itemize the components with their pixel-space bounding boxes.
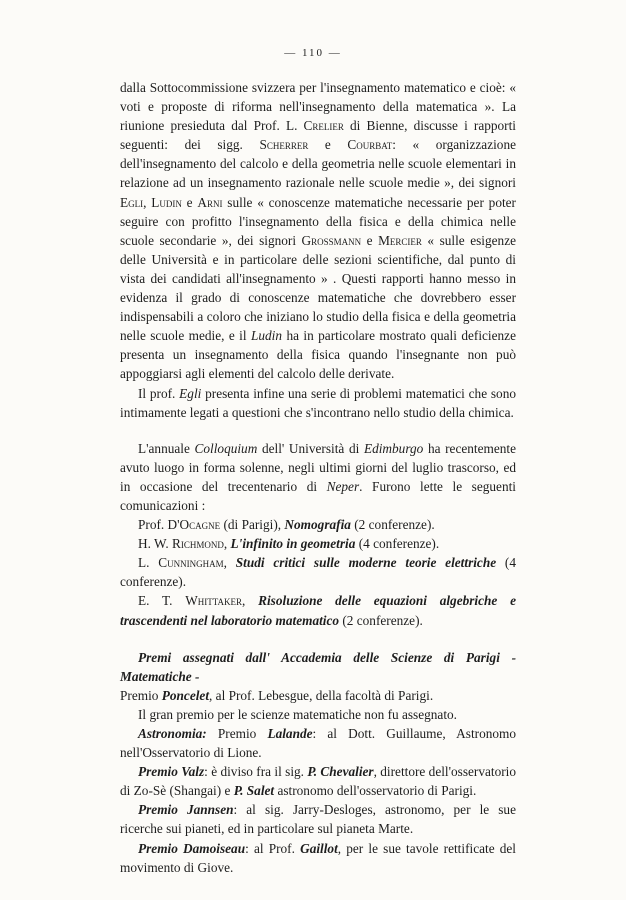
- paragraph-colloquium: [120, 439, 516, 515]
- name-egli-italic: Egli: [179, 385, 202, 401]
- text-run: : « organizzazione dell'insegnamento del calcolo e della geometria nelle scuole elementari in relazione ad un insegnamento razionale nelle scuole medie », dei signori: [120, 137, 516, 191]
- text-run: , per le sue tavole rettificate del movimento di Giove.: [120, 840, 516, 875]
- text-run: astronomo dell'osservatorio di Parigi.: [274, 783, 477, 799]
- section-gap: [120, 422, 516, 439]
- speaker-name: Ocagne: [179, 517, 221, 533]
- text-run: (2 conferenze).: [339, 612, 423, 628]
- name-neper: Neper: [326, 478, 360, 494]
- text-run: Il gran premio per le scienze matematiche non fu assegnato.: [138, 706, 457, 722]
- gran-premio-note: [120, 705, 516, 724]
- text-run: ha recentemente avuto luogo in forma solenne, negli ultimi giorni del luglio trascorso, ed in occasione del trecentenario di: [120, 440, 516, 494]
- section-gap: [120, 630, 516, 648]
- text-run: e: [361, 232, 379, 248]
- prize-name: Lalande: [267, 726, 313, 741]
- text-run: ,: [223, 536, 231, 552]
- talk-title: Studi critici sulle moderne teorie elettriche: [235, 555, 497, 571]
- place-edimburgo: Edimburgo: [363, 440, 424, 456]
- talk-item: [120, 553, 516, 591]
- paragraph-swiss-subcommission: [120, 78, 516, 384]
- name-mercier: Mercier: [378, 232, 422, 248]
- prize-poncelet: [120, 686, 516, 705]
- name-grossmann: Grossmann: [301, 232, 362, 248]
- text-run: : al sig. Jarry-Desloges, astronomo, per le sue ricerche sui pianeti, ed in particolare sul pianeta Marte.: [120, 802, 516, 837]
- text-run: e: [181, 194, 198, 210]
- text-run: , al Prof. Lebesgue, della facoltà di Parigi.: [209, 687, 434, 703]
- text-run: e: [308, 137, 348, 153]
- person-name: P. Chevalier: [307, 764, 374, 780]
- name-courbat: Courbat: [347, 137, 393, 153]
- prize-janssen: [120, 800, 516, 838]
- body-text: [120, 78, 516, 877]
- text-run: L'annuale: [138, 440, 195, 456]
- text-run: ,: [143, 194, 152, 210]
- text-run: E. T.: [138, 593, 186, 609]
- section-label-astronomia: Astronomia:: [138, 726, 207, 741]
- prize-name: Premio Jannsen: [138, 802, 234, 818]
- text-run: (4 conferenze).: [120, 555, 517, 590]
- name-egli: Egli: [120, 194, 144, 210]
- text-run: ,: [242, 593, 259, 609]
- text-run: ha in particolare mostrato quali deficienze presenta un insegnamento della fisica quando l'insegnante non può appoggiarsi agli elementi del calcolo delle derivate.: [120, 328, 516, 382]
- text-run: Prof. D': [138, 517, 180, 533]
- text-run: , direttore dell'osservatorio di Zo-Sè (Shangai) e: [120, 764, 516, 799]
- speaker-name: Richmond: [172, 536, 224, 552]
- text-run: presenta infine una serie di problemi matematici che sono intimamente legati a questioni che s'incontrano nello studio della chimica.: [120, 385, 516, 420]
- person-name: Gaillot: [300, 840, 338, 856]
- talk-title: L'infinito in geometria: [230, 536, 356, 552]
- text-run: ,: [223, 555, 236, 571]
- page-number: — 110 —: [284, 47, 342, 59]
- prizes-heading-text: Premi assegnati dall' Accademia delle Scienze di Parigi - Matematiche -: [120, 649, 516, 684]
- text-run: (2 conferenze).: [350, 517, 435, 533]
- text-run: H. W.: [138, 536, 172, 552]
- text-run: sulle « conoscenze matematiche necessarie per poter seguire con profitto l'insegnamento della fisica e della chimica nelle scuole secondarie », dei signori: [120, 194, 516, 248]
- text-run: di Bienne, discusse i rapporti seguenti: dei sigg.: [120, 118, 516, 153]
- prize-valz: [120, 762, 516, 800]
- prize-name: Poncelet: [161, 687, 210, 703]
- talk-item: [120, 515, 516, 534]
- text-run: L.: [138, 555, 159, 571]
- prizes-heading: [120, 648, 516, 686]
- name-crelier: Crelier: [303, 118, 344, 134]
- name-scherrer: Scherrer: [259, 137, 309, 153]
- text-run: dell' Università di: [257, 440, 364, 456]
- talk-item: [120, 534, 516, 553]
- text-run: . Furono lette le seguenti comunicazioni :: [120, 478, 516, 513]
- talk-title: Nomografia: [284, 517, 351, 533]
- term-colloquium: Colloquium: [194, 440, 258, 456]
- text-run: Premio: [120, 687, 162, 703]
- text-run: : è diviso fra il sig.: [204, 764, 308, 780]
- text-run: (di Parigi),: [220, 517, 285, 533]
- talk-title: Risoluzione delle equazioni algebriche e trascendenti nel laboratorio matematico: [120, 593, 516, 628]
- name-arni: Arni: [197, 194, 223, 210]
- name-ludin-italic: Ludin: [250, 328, 283, 344]
- text-run: : al Dott. Guillaume, Astronomo nell'Osservatorio di Lione.: [120, 726, 517, 761]
- person-name: P. Salet: [233, 783, 275, 799]
- text-run: dalla Sottocommissione svizzera per l'insegnamento matematico e cioè: « voti e proposte di riforma nell'insegnamento della matematica ». La riunione presieduta dal Prof. L.: [120, 80, 516, 134]
- prize-lalande: [120, 724, 516, 762]
- name-ludin: Ludin: [151, 194, 182, 210]
- text-run: Premio: [206, 726, 268, 741]
- text-run: Il prof.: [138, 385, 180, 401]
- prize-name: Premio Damoiseau: [138, 840, 246, 856]
- paragraph-egli: [120, 384, 516, 422]
- talk-item: [120, 591, 516, 629]
- text-run: « sulle esigenze delle Università e in particolare delle sezioni scientifiche, dal punto di vista dei candidati all'insegnamento » . Questi rapporti hanno messo in evidenza il grado di conoscenze matematiche che dovrebbero esser indispensabili a coloro che iniziano lo studio della fisica e della geometria nelle scuole medie, e il: [120, 232, 516, 344]
- prize-name: Premio Valz: [138, 764, 205, 780]
- speaker-name: Whittaker: [185, 593, 243, 609]
- text-run: : al Prof.: [245, 840, 301, 856]
- speaker-name: Cunningham: [158, 555, 224, 571]
- text-run: (4 conferenze).: [355, 536, 440, 552]
- prize-damoiseau: [120, 839, 516, 877]
